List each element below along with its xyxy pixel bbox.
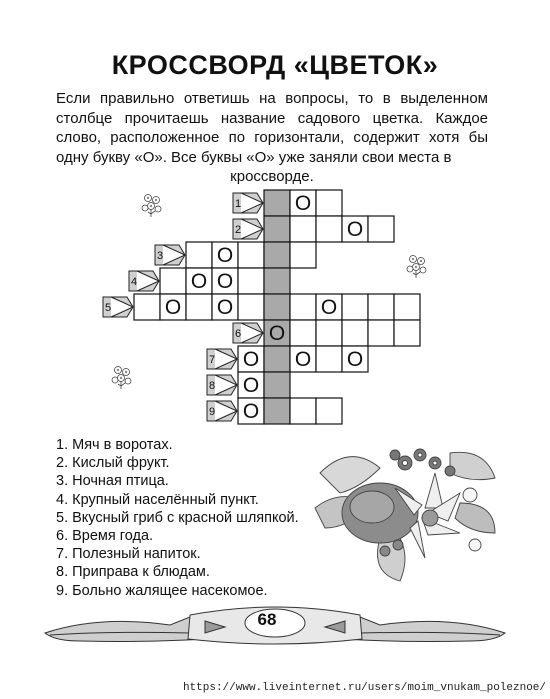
prefilled-letter: О <box>242 374 260 397</box>
highlight-cell <box>264 216 290 242</box>
prefilled-letter: О <box>164 296 182 319</box>
highlight-cell <box>264 294 290 320</box>
intro-paragraph-end: кроссворде. <box>230 168 314 185</box>
prefilled-letter: О <box>346 348 364 371</box>
prefilled-letter: О <box>216 296 234 319</box>
grid-cell <box>316 216 342 242</box>
highlight-cell <box>264 268 290 294</box>
prefilled-letter: О <box>268 322 286 345</box>
grid-cell <box>238 242 264 268</box>
grid-cell <box>238 268 264 294</box>
grid-cell <box>316 320 342 346</box>
question-item: 6. Время года. <box>56 528 154 545</box>
grid-cell <box>394 320 420 346</box>
grid-cell <box>134 294 160 320</box>
clue-number: 2 <box>234 224 242 236</box>
prefilled-letter: О <box>242 400 260 423</box>
clue-number: 6 <box>234 328 242 340</box>
bouquet-illustration <box>310 433 500 583</box>
question-item: 8. Приправа к блюдам. <box>56 564 210 581</box>
prefilled-letter: О <box>294 192 312 215</box>
clue-number: 4 <box>130 276 138 288</box>
grid-cell <box>368 320 394 346</box>
clue-number: 9 <box>208 406 216 418</box>
clue-number: 3 <box>156 250 164 262</box>
grid-cell <box>290 398 316 424</box>
prefilled-letter: О <box>242 348 260 371</box>
grid-cell <box>368 216 394 242</box>
grid-cell <box>342 320 368 346</box>
question-item: 5. Вкусный гриб с красной шляпкой. <box>56 509 299 526</box>
page-title: КРОССВОРД «ЦВЕТОК» <box>111 50 439 80</box>
clue-number: 1 <box>234 198 242 210</box>
highlight-cell <box>264 242 290 268</box>
grid-cell <box>290 320 316 346</box>
grid-cell <box>290 294 316 320</box>
prefilled-letter: О <box>320 296 338 319</box>
question-item: 3. Ночная птица. <box>56 473 169 490</box>
footer-url: https://www.liveinternet.ru/users/moim_vnukam_poleznoe/ <box>182 682 546 694</box>
question-item: 7. Полезный напиток. <box>56 546 201 563</box>
grid-cell <box>290 242 316 268</box>
grid-cell <box>342 294 368 320</box>
grid-cell <box>186 242 212 268</box>
grid-cell <box>316 190 342 216</box>
grid-cell <box>290 216 316 242</box>
question-item: 2. Кислый фрукт. <box>56 455 170 472</box>
grid-cell <box>394 294 420 320</box>
clue-number: 5 <box>104 302 112 314</box>
question-item: 1. Мяч в воротах. <box>56 437 173 453</box>
grid-cell <box>160 268 186 294</box>
highlight-cell <box>264 346 290 372</box>
prefilled-letter: О <box>346 218 364 241</box>
grid-cell <box>186 294 212 320</box>
highlight-cell <box>264 398 290 424</box>
grid-cell <box>368 294 394 320</box>
prefilled-letter: О <box>216 270 234 293</box>
questions-list <box>56 436 299 600</box>
highlight-cell <box>264 372 290 398</box>
prefilled-letter: О <box>294 348 312 371</box>
question-item: 4. Крупный населённый пункт. <box>56 491 259 508</box>
page-number: 68 <box>257 610 277 629</box>
prefilled-letter: О <box>216 244 234 267</box>
grid-cell <box>316 398 342 424</box>
clue-number: 8 <box>208 380 216 392</box>
prefilled-letter: О <box>190 270 208 293</box>
highlight-cell <box>264 190 290 216</box>
intro-paragraph: Если правильно ответишь на вопросы, то в выделенном столбце прочитаешь название садового цветка. Каждое слово, расположенное по горизонтали, содержит хотя бы одну букву «О». Все буквы «О» уже заняли свои места в <box>56 90 488 166</box>
grid-cell <box>316 346 342 372</box>
clue-number: 7 <box>208 354 216 366</box>
question-item: 9. Больно жалящее насекомое. <box>56 582 268 599</box>
grid-cell <box>238 294 264 320</box>
